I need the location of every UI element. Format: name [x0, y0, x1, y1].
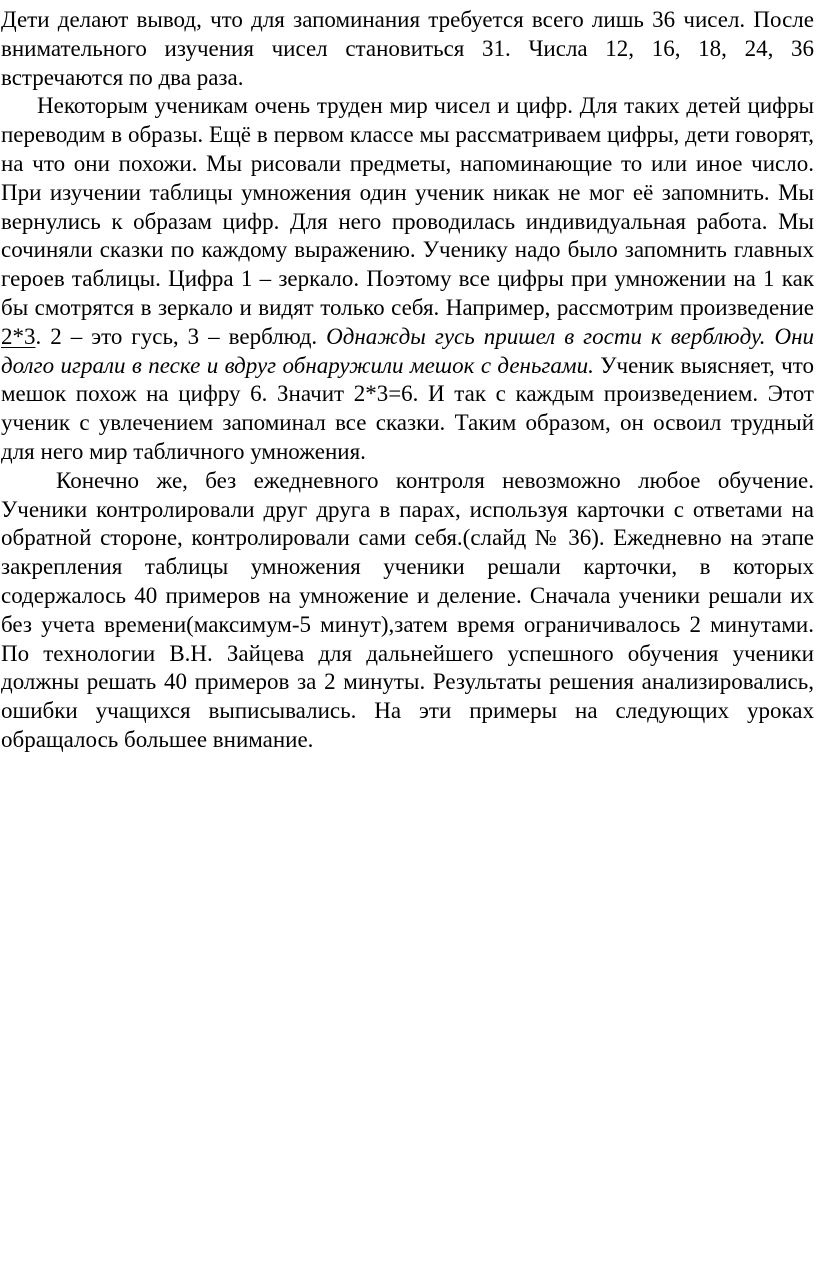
paragraph-text-part-1: Некоторым ученикам очень труден мир чисел и цифр. Для таких детей цифры переводим в образы. Ещё в первом классе мы рассматриваем цифры, дети говорят, на что они похожи. Мы рисовали предметы, напоминающие то или иное число. При изучении таблицы умножения один ученик никак не мог её запомнить. Мы вернулись к образам цифр. Для него проводилась индивидуальная работа. Мы сочиняли сказки по каждому выражению. Ученику надо было запомнить главных героев таблицы. Цифра 1 – зеркало. Поэтому все цифры при умножении на 1 как бы смотрятся в зеркало и видят только себя. Например, рассмотрим произведение: [1, 93, 814, 320]
paragraph-text: Конечно же, без ежедневного контроля невозможно любое обучение. Ученики контролировали друг друга в парах, используя карточки с ответами на обратной стороне, контролировали сами себя.(слайд № 36). Ежедневно на этапе закрепления таблицы умножения ученики решали карточки, в которых содержалось 40 примеров на умножение и деление. Сначала ученики решали их без учета времени(максимум-5 минут),затем время ограничивалось 2 минутами. По технологии В.Н. Зайцева для дальнейшего успешного обучения ученики должны решать 40 примеров за 2 минуты. Результаты решения анализировались, ошибки учащихся выписывались. На эти примеры на следующих уроках обращалось большее внимание.: [1, 467, 814, 752]
underlined-expression: 2*3: [1, 323, 36, 349]
document-page: [1, 6, 814, 755]
paragraph-digit-images: [1, 92, 814, 466]
paragraph-text-part-3: Ученик выясняет, что мешок похож на цифру 6. Значит 2*3=6. И так с каждым произведением. Этот ученик с увлечением запоминал все сказки. Таким образом, он освоил трудный для него мир табличного умножения.: [1, 352, 815, 464]
italic-story: Однажды гусь пришел в гости к верблюду. Они долго играли в песке и вдруг обнаружили мешок с деньгами.: [1, 323, 814, 378]
paragraph-memorization-result: [1, 6, 814, 92]
paragraph-text: Дети делают вывод, что для запоминания требуется всего лишь 36 чисел. После внимательного изучения чисел становиться 31. Числа 12, 16, 18, 24, 36 встречаются по два раза.: [1, 7, 814, 90]
paragraph-text-part-2: . 2 – это гусь, 3 – верблюд.: [35, 323, 327, 349]
paragraph-daily-control: [1, 467, 814, 755]
